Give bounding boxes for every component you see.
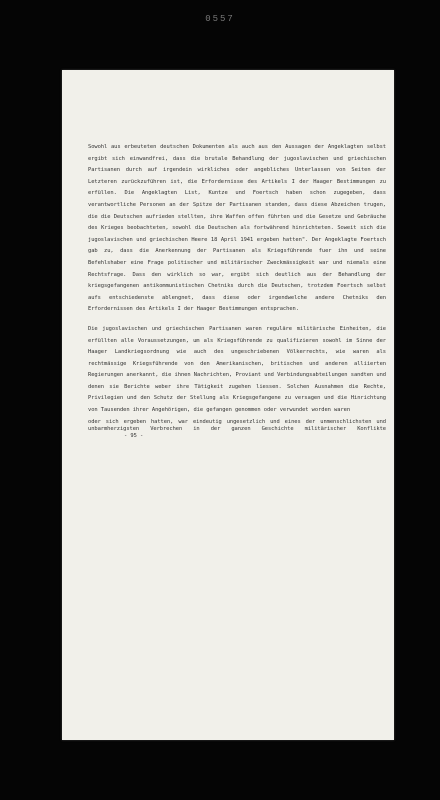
page-number: - 95 - bbox=[124, 433, 144, 440]
frame-number: 0557 bbox=[205, 14, 235, 24]
closing-text: oder sich ergeben hatten, war eindeutig ungesetzlich und eines der unmenschlichsten und unbarmherzigsten Verbrechen in der ganzen Geschichte militärischer Konflikte bbox=[88, 418, 386, 433]
paragraph-2: Die jugoslavischen und griechischen Partisanen waren reguläre militärische Einheiten, die erfüllten alle Voraussetzungen, um als Kriegsführende zu qualifizieren sowohl im Sinne der Haager Landkriegsordnung wie auch des ungeschriebenen Völkerrechts, wie waren als rechtmässige Kriegsführende von den Amerikanischen, britischen und anderen alliierten Regierungen anerkannt, die ihnen Nachrichten, Proviant und Verbindungsabteilungen sandten und denen sie Berichte weber ihre Tätigkeit zugehen liessen. Solchen Ausnahmen die Rechte, Privilegien und den Schutz der Stellung als Kriegsgefangene zu versagen und die Hinrichtung von Tausenden ihrer Angehörigen, die gefangen genommen oder verwundet worden waren bbox=[88, 325, 386, 414]
paragraph-1: Sowohl aus erbeuteten deutschen Dokumenten als auch aus den Aussagen der Angeklagten selbst ergibt sich einwandfrei, dass die brutale Behandlung der jugoslavischen und griechischen Partisanen durch auf irgendein wirkliches oder angebliches Unterlassen von Seiten der Letzteren zurückzuführen ist, die Erfordernisse des Artikels I der Haager Bestimmungen zu erfüllen. Die Angeklagten List, Kuntze und Foertsch haben schon zugegeben, dass verantwortliche Personen an der Spitze der Partisanen standen, dass diese Abzeichen trugen, die die Deutschen aufrieden stellten, ihre Waffen offen führten und die Gesetze und Gebräuche des Krieges beobachteten, sowohl die Deutschen als fortwährend hinrichteten. Soweit sich die jugoslavischen und griechischen Heere 18 April 1941 ergeben hatten". Der Angeklagte Foertsch gab zu, dass die Anerkennung der Partisanen als Kriegsführende fuer ihn und seine Befehlshaber eine Frage politischer und militärischer Zweckmässigkeit war und niemals eine Rechtsfrage. Dass den wirklich so war, ergibt sich deutlich aus der Behandlung der kriegsgefangenen antikommunistischen Chetniks durch die Deutschen, trotzdem Foertsch selbst aufs entschiedenste ablengnet, dass diese oder irgendwelche andere Chetniks den Erfordernissen des Artikels I der Haager Bestimmungen entsprachen. bbox=[88, 144, 386, 313]
document-page bbox=[62, 70, 394, 740]
closing-lines bbox=[88, 419, 386, 441]
page-body bbox=[88, 142, 386, 441]
